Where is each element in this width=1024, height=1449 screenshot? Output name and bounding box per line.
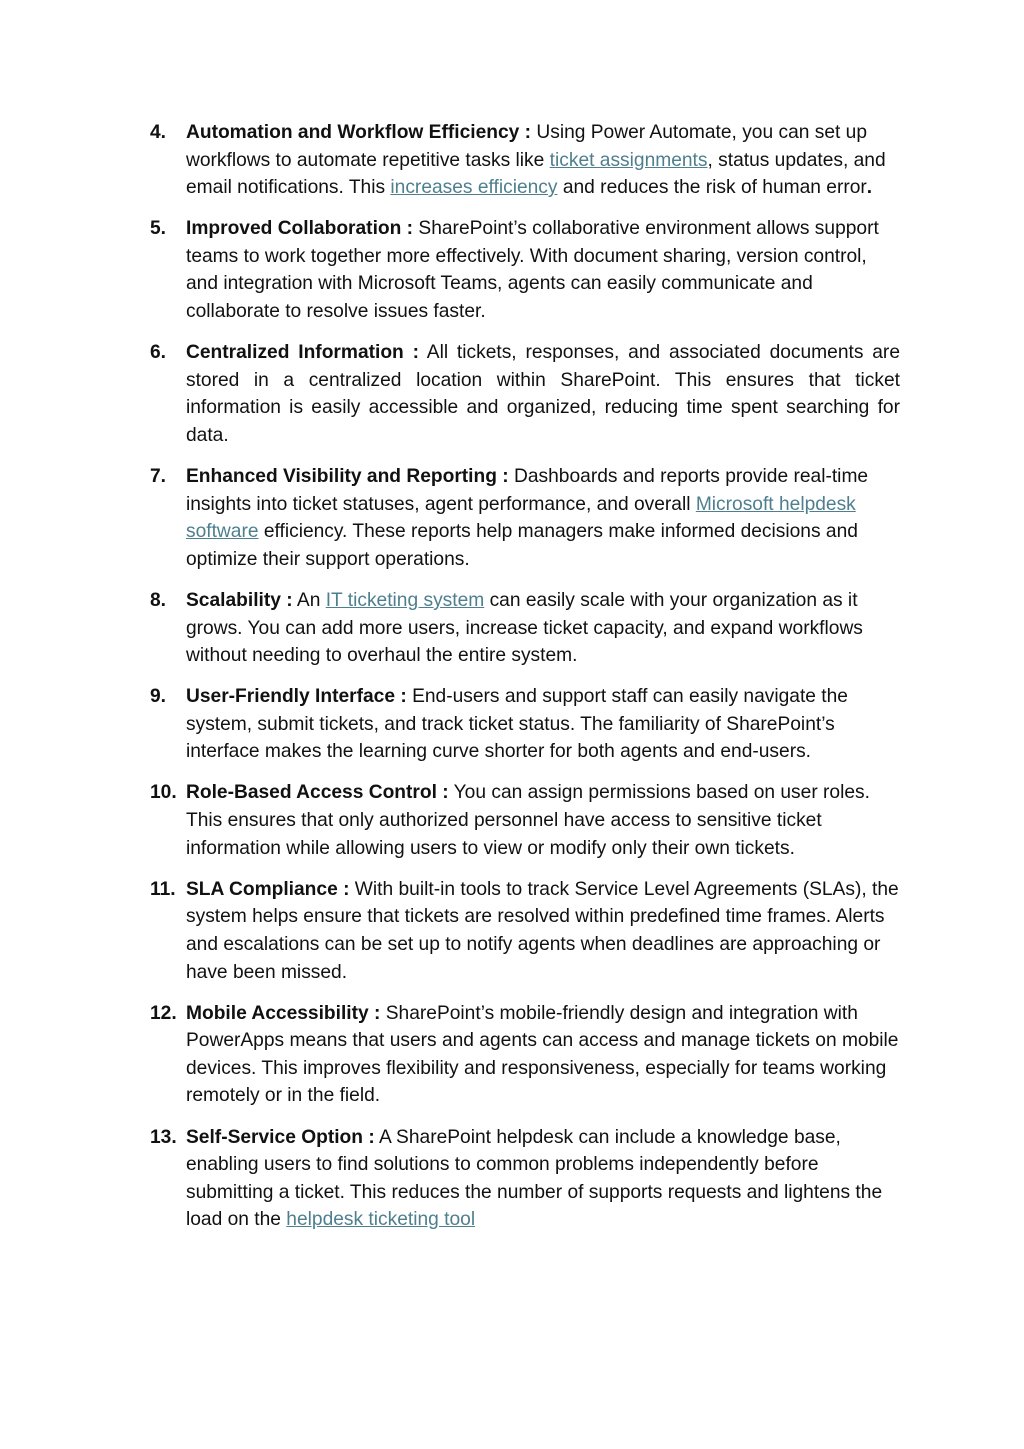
item-text [186,779,900,862]
microsoft-helpdesk-software-link[interactable]: Microsoft helpdesk software [186,493,856,543]
item-heading: Role-Based Access Control : [186,782,449,804]
item-body-text: End-users and support staff can easily navigate the system, submit tickets, and track ticket status. The familiarity of SharePoint’s interface makes the learning curve shorter for both agents and end-users. [186,686,848,763]
item-text [186,587,900,670]
list-item [150,215,900,325]
increases-efficiency-link[interactable]: increases efficiency [390,177,558,199]
item-heading: SLA Compliance : [186,878,350,900]
ticket-assignments-link[interactable]: ticket assignments [549,149,708,171]
item-body-text: , status updates, and email notifications. This [186,149,886,199]
item-text [186,339,900,449]
item-body-text: With built-in tools to track Service Level Agreements (SLAs), the system helps ensure that tickets are resolved within predefined time frames. Alerts and escalations can be set up to notify agents when deadlines are approaching or have been missed. [186,878,899,983]
item-text [186,1000,900,1110]
item-number: 4. [150,122,167,143]
item-text [186,876,900,986]
item-number: 8. [150,589,167,611]
item-heading: Improved Collaboration : [186,218,414,240]
item-body-text: An [292,589,326,611]
item-heading: Scalability : [186,589,293,611]
item-heading: Mobile Accessibility : [186,1002,381,1024]
item-number: 5. [150,218,167,240]
item-heading: Centralized Information : [186,342,419,364]
item-heading: User-Friendly Interface : [186,686,407,708]
item-body-text: Dashboards and reports provide real-time insights into ticket statuses, agent performance, and overall [186,466,869,515]
list-item [150,587,900,670]
item-text [186,215,900,325]
item-heading: Enhanced Visibility and Reporting : [186,466,509,488]
list-item [150,876,900,986]
list-item [150,1000,900,1110]
item-body-text: efficiency. These reports help managers make informed decisions and optimize their support operations. [186,521,858,570]
item-heading: Automation and Workflow Efficiency : [186,122,532,143]
item-number: 13. [150,1126,177,1148]
list-item [150,339,900,449]
it-ticketing-system-link[interactable]: IT ticketing system [325,589,485,611]
list-item [150,1124,900,1234]
list-item [150,463,900,573]
item-number: 7. [150,466,167,488]
item-body-text: SharePoint’s mobile-friendly design and integration with PowerApps means that users and agents can access and manage tickets on mobile devices. This improves flexibility and responsiveness, especially for teams working remotely or in the field. [186,1002,899,1107]
item-body-text: SharePoint’s collaborative environment allows support teams to work together more effectively. With document sharing, version control, and integration with Microsoft Teams, agents can easily communicate and collaborate to resolve issues faster. [186,218,879,323]
item-text [186,683,900,766]
list-item [150,119,900,202]
item-body-text: . [866,177,873,199]
item-heading: Self-Service Option : [186,1126,375,1148]
item-number: 10. [150,782,177,804]
item-body-text: can easily scale with your organization as it grows. You can add more users, increase ticket capacity, and expand workflows without needing to overhaul the entire system. [186,589,863,667]
list-item [150,779,900,862]
list-item [150,683,900,766]
item-body-text: You can assign permissions based on user roles. This ensures that only authorized personnel have access to sensitive ticket information while allowing users to view or modify only their own tickets. [186,782,870,859]
numbered-list [150,119,900,1247]
item-number: 11. [150,878,176,900]
item-text [186,463,900,573]
item-number: 9. [150,686,167,708]
item-number: 12. [150,1002,177,1024]
item-text [186,1124,900,1234]
item-body-text: and reduces the risk of human error [557,177,867,199]
item-body-text: A SharePoint helpdesk can include a knowledge base, enabling users to find solutions to common problems independently before submitting a ticket. This reduces the number of supports requests and lightens the load on the [186,1126,883,1231]
item-body-text: Using Power Automate, you can set up workflows to automate repetitive tasks like [186,122,868,171]
item-body-text: All tickets, responses, and associated documents are stored in a centralized location within SharePoint. This ensures that ticket information is easily accessible and organized, reducing time spent searching for data. [186,342,900,446]
item-number: 6. [150,342,167,364]
item-text [186,119,900,202]
helpdesk-ticketing-tool-link[interactable]: helpdesk ticketing tool [286,1209,476,1231]
